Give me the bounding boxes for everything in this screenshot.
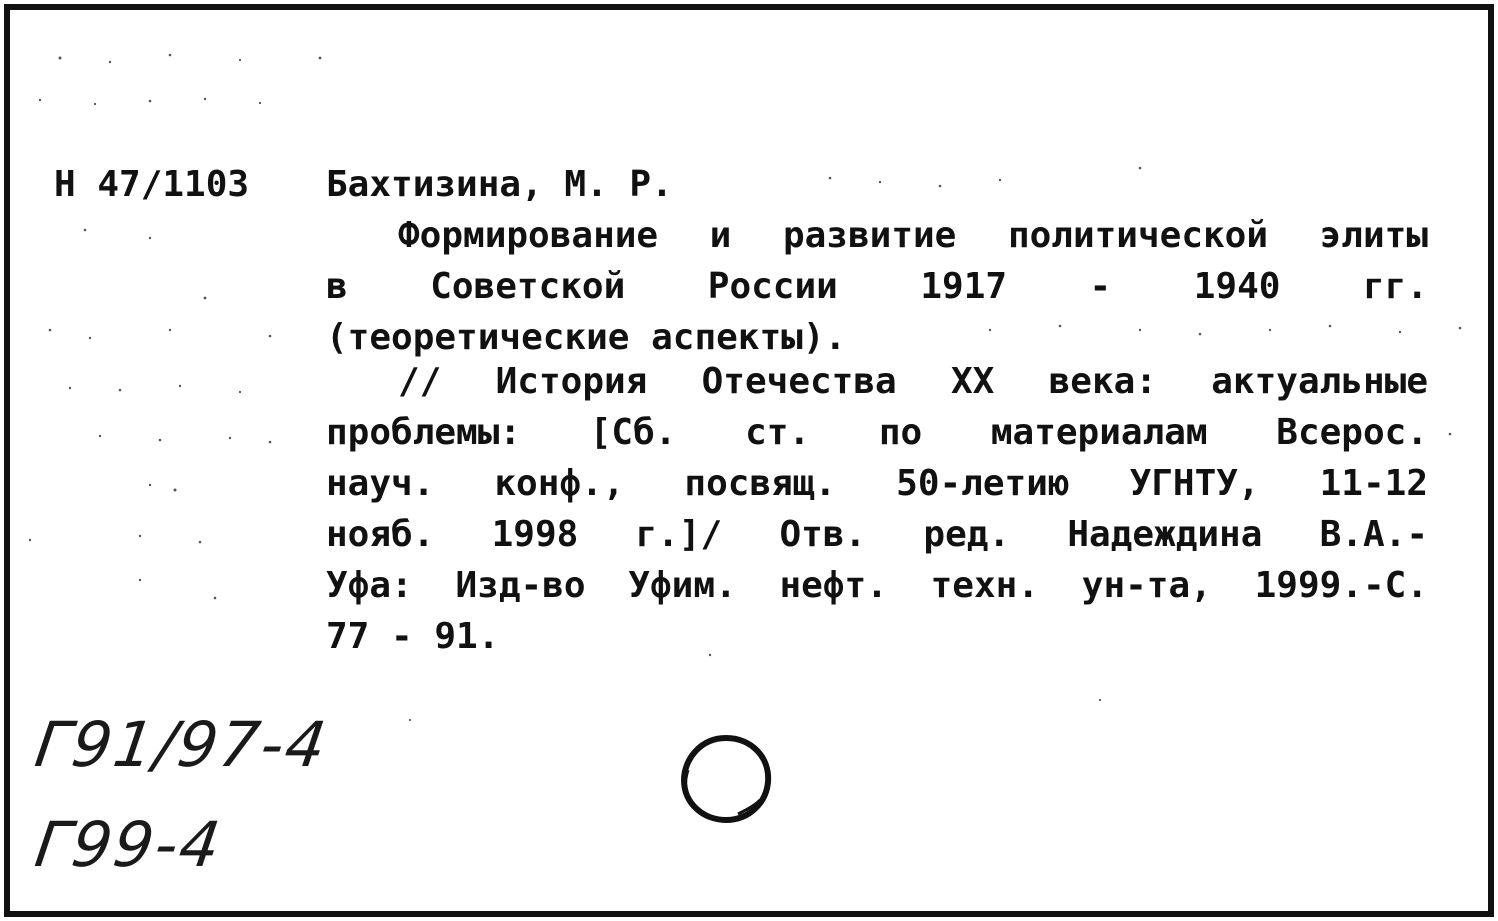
handwritten-code: Г91/97-4 bbox=[30, 708, 333, 781]
source-line: Уфа: Изд-во Уфим. нефт. техн. ун-та, 1999.-С. bbox=[326, 565, 1428, 606]
source-line: проблемы: [Сб. ст. по материалам Всерос. bbox=[326, 412, 1428, 453]
title-statement bbox=[326, 210, 1428, 363]
source-line: // История Отечества XX века: актуальные bbox=[398, 361, 1428, 402]
handwritten-code: Г99-4 bbox=[30, 808, 227, 881]
title-line: (теоретические аспекты). bbox=[326, 317, 847, 358]
shelfmark: Н 47/1103 bbox=[54, 164, 250, 205]
author-heading: Бахтизина, М. Р. bbox=[326, 164, 673, 205]
punch-hole bbox=[676, 730, 776, 830]
source-line: нояб. 1998 г.]/ Отв. ред. Надеждина В.А.- bbox=[326, 514, 1428, 555]
source-statement bbox=[326, 356, 1428, 662]
source-line: науч. конф., посвящ. 50-летию УГНТУ, 11-12 bbox=[326, 463, 1428, 504]
source-line: 77 - 91. bbox=[326, 616, 500, 657]
title-line: в Советской России 1917 - 1940 гг. bbox=[326, 266, 1428, 307]
title-line: Формирование и развитие политической элиты bbox=[398, 215, 1428, 256]
